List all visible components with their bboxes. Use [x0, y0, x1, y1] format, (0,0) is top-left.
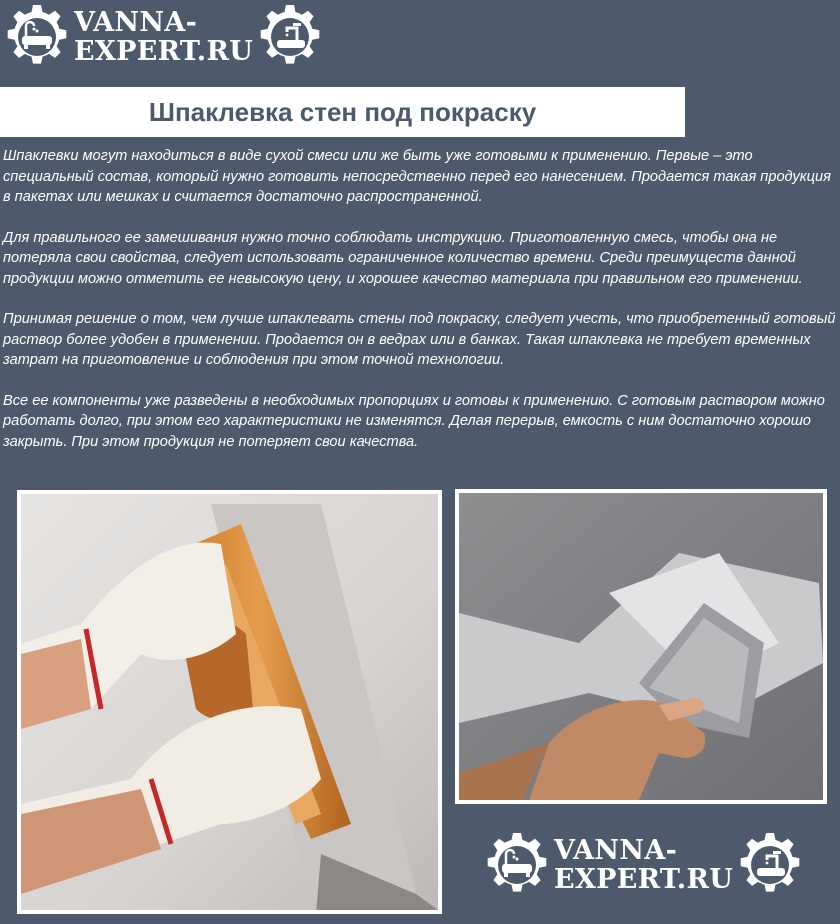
site-logo-top[interactable]: [4, 4, 323, 70]
logo-line1: VANNA-: [554, 835, 678, 866]
logo-line1: VANNA-: [74, 7, 198, 38]
site-logo-bottom[interactable]: [484, 832, 803, 898]
article-paragraph: Шпаклевки могут находиться в виде сухой смеси или же быть уже готовыми к применению. Первые – это специальный состав, который нужно готовить непосредственно перед его нанесением. Продается такая продукция в пакетах или мешках и считается достаточно распространенной.: [3, 148, 831, 205]
logo-text: [74, 8, 253, 66]
article-paragraph: Для правильного ее замешивания нужно точно соблюдать инструкцию. Приготовленную смесь, чтобы она не потеряла свои свойства, следует использовать ограниченное количество времени. Среди преимуществ данной продукции можно отметить ее невысокую цену, и хорошее качество материала при правильном его применении.: [3, 229, 803, 287]
page-title-bar: [0, 87, 685, 137]
photo-spatula-on-wall: [455, 489, 827, 804]
article-body: [3, 146, 837, 472]
gear-bathtub-icon: [4, 4, 70, 70]
gear-bathtub-icon: [484, 832, 550, 898]
photo-spatula-image: [459, 493, 823, 800]
logo-line2: EXPERT.RU: [74, 36, 254, 67]
gear-faucet-icon: [737, 832, 803, 898]
article-paragraph: Принимая решение о том, чем лучше шпаклевать стены под покраску, следует учесть, что приобретенный готовый раствор более удобен в применении. Продается он в ведрах или в банках. Такая шпаклевка не требует временных затрат на приготовление и соблюдения при этом точной технологии.: [3, 311, 836, 368]
logo-text: [554, 836, 733, 894]
photo-trowel-on-wall: [17, 490, 442, 914]
photo-trowel-image: [21, 494, 438, 910]
gear-faucet-icon: [257, 4, 323, 70]
logo-line2: EXPERT.RU: [554, 864, 734, 895]
page-title: Шпаклевка стен под покраску: [148, 96, 537, 127]
article-paragraph: Все ее компоненты уже разведены в необходимых пропорциях и готовы к применению. С готовым раствором можно работать долго, при этом его характеристики не изменятся. Делая перерыв, емкость с ним достаточно хорошо закрыть. При этом продукция не потеряет свои качества.: [3, 392, 825, 450]
